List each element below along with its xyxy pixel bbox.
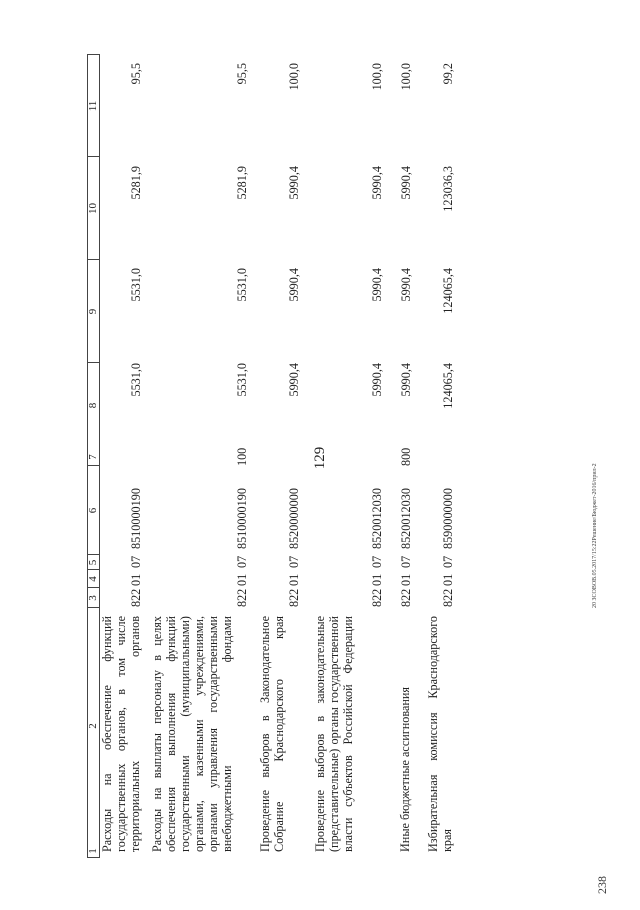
cell-actual: 123036,3	[441, 166, 455, 212]
col-header-11: 11	[87, 100, 99, 112]
cell-approved: 124065,4	[441, 363, 455, 409]
cell-section: 01	[235, 573, 249, 586]
col-header-5: 5	[87, 559, 99, 566]
cell-actual: 5281,9	[235, 166, 249, 200]
col-header-9: 9	[87, 308, 99, 315]
cell-admin-code: 822	[287, 588, 301, 607]
page-number: 129	[312, 446, 328, 470]
cell-percent: 100,0	[287, 63, 301, 91]
cell-target-code: 8510000190	[235, 488, 249, 549]
col-header-2: 2	[87, 723, 99, 729]
cell-target-code: 8520012030	[370, 488, 384, 549]
cell-section: 01	[370, 573, 384, 586]
col-header-4: 4	[87, 576, 99, 582]
col-header-8: 8	[87, 402, 99, 409]
cell-approved: 5990,4	[399, 363, 413, 397]
corner-page-number: 238	[595, 876, 609, 894]
cell-admin-code: 822	[441, 588, 455, 607]
cell-subsection: 07	[129, 555, 143, 568]
cell-admin-code: 822	[235, 588, 249, 607]
col-header-3: 3	[87, 595, 99, 601]
cell-target-code: 8520012030	[399, 488, 413, 549]
cell-section: 01	[287, 573, 301, 586]
cell-subsection: 07	[399, 555, 413, 568]
col-header-1: 1	[87, 848, 99, 854]
cell-section: 01	[399, 573, 413, 586]
cell-actual: 5990,4	[370, 166, 384, 200]
cell-percent: 100,0	[399, 63, 413, 91]
cell-expense-type: 100	[235, 447, 249, 466]
cell-approved: 5990,4	[370, 363, 384, 397]
cell-subsection: 07	[441, 555, 455, 568]
row-description: Расходы на выплаты персоналу в целях обеспечения выполнения функций государственными (муниципальными) органами, казенными учреждениями, органами управления государственными внебюджетными фондами	[150, 616, 234, 852]
cell-target-code: 8520000000	[287, 488, 301, 549]
cell-planned: 5531,0	[129, 268, 143, 302]
row-description: Избирательная комиссия Краснодарского края	[426, 616, 454, 852]
cell-admin-code: 822	[129, 588, 143, 607]
cell-approved: 5990,4	[287, 363, 301, 397]
col-header-7: 7	[87, 454, 99, 460]
cell-percent: 95,5	[235, 63, 249, 85]
budget-table	[87, 54, 535, 858]
cell-planned: 5990,4	[287, 268, 301, 302]
cell-percent: 99,2	[441, 63, 455, 85]
cell-actual: 5990,4	[287, 166, 301, 200]
col-header-6: 6	[87, 507, 99, 514]
cell-approved: 5531,0	[235, 363, 249, 397]
cell-planned: 5531,0	[235, 268, 249, 302]
cell-admin-code: 822	[370, 588, 384, 607]
col-header-10: 10	[87, 203, 99, 214]
cell-subsection: 07	[235, 555, 249, 568]
cell-planned: 5990,4	[399, 268, 413, 302]
cell-actual: 5281,9	[129, 166, 143, 200]
cell-subsection: 07	[287, 555, 301, 568]
row-description: Расходы на обеспечение функций государственных органов, в том числе территориальных органов	[100, 616, 142, 852]
cell-target-code: 8510000190	[129, 488, 143, 549]
cell-expense-type: 800	[399, 447, 413, 466]
row-description: Проведение выборов в законодательные (представительные) органы государственной власти субъектов Российской Федерации	[313, 616, 355, 852]
cell-percent: 95,5	[129, 63, 143, 85]
cell-section: 01	[441, 573, 455, 586]
cell-section: 01	[129, 573, 143, 586]
row-description: Проведение выборов в Законодательное Собрание Краснодарского края	[258, 616, 286, 852]
cell-subsection: 07	[370, 555, 384, 568]
cell-planned: 5990,4	[370, 268, 384, 302]
cell-approved: 5531,0	[129, 363, 143, 397]
document-reference: 20 ЗСОВОВ.05.2017/15:22Решение/Бюджет-2016/прил-2	[592, 463, 598, 608]
cell-percent: 100,0	[370, 63, 384, 91]
cell-actual: 5990,4	[399, 166, 413, 200]
cell-target-code: 8590000000	[441, 488, 455, 549]
cell-planned: 124065,4	[441, 268, 455, 314]
row-description: Иные бюджетные ассигнования	[398, 686, 412, 852]
cell-admin-code: 822	[399, 588, 413, 607]
